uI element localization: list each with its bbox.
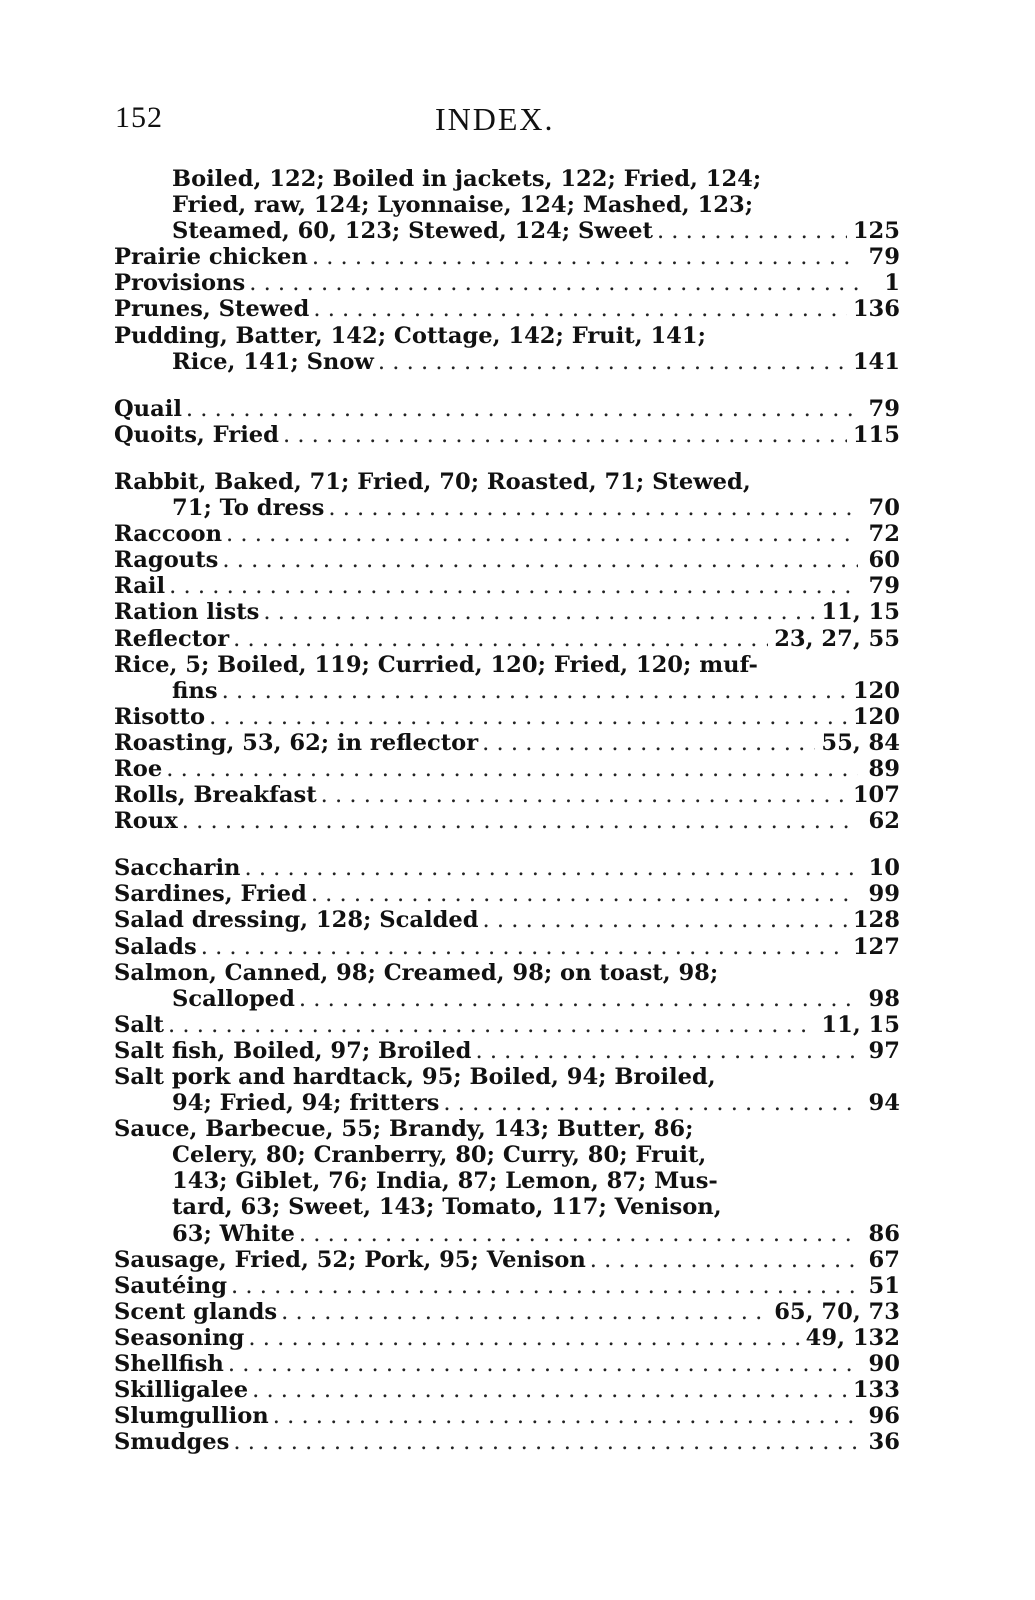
entry-text: Roasting, 53, 62; in reflector	[114, 729, 479, 756]
entry-text: Roux	[114, 808, 178, 835]
page-reference: 125	[852, 218, 900, 245]
page-reference: 115	[852, 421, 900, 448]
entry-text: Salt	[114, 1011, 164, 1038]
entry-text: Saccharin	[114, 855, 241, 882]
index-section	[114, 396, 900, 448]
entry-last-line	[114, 599, 900, 625]
dot-leader	[378, 349, 847, 375]
index-entry	[114, 881, 900, 907]
index-entry	[114, 599, 900, 625]
index-section	[114, 469, 900, 834]
page-reference: 86	[868, 1220, 900, 1247]
dot-leader	[186, 396, 858, 422]
page-reference: 79	[868, 573, 900, 600]
index-entry	[114, 1012, 900, 1038]
page-reference: 65, 70, 73	[774, 1298, 900, 1325]
index-entry	[114, 652, 900, 704]
page-reference: 51	[868, 1272, 900, 1299]
index-entry	[114, 296, 900, 322]
page-reference: 89	[868, 755, 900, 782]
entry-last-line	[114, 547, 900, 573]
page-reference: 120	[852, 677, 900, 704]
dot-leader	[168, 1012, 815, 1038]
entry-last-line	[114, 730, 900, 756]
entry-last-line	[114, 1038, 900, 1064]
page-reference: 133	[852, 1377, 900, 1404]
dot-leader	[299, 1221, 858, 1247]
index-entry	[114, 730, 900, 756]
index-entry	[114, 855, 900, 881]
entry-last-line	[114, 907, 900, 933]
entry-last-line	[114, 1377, 900, 1403]
entry-last-line	[114, 396, 900, 422]
entry-text: Risotto	[114, 703, 206, 730]
entry-text: Ragouts	[114, 547, 219, 574]
dot-leader	[231, 1273, 858, 1299]
entry-text: Salt fish, Boiled, 97; Broiled	[114, 1037, 472, 1064]
index-entry	[114, 422, 900, 448]
page-reference: 72	[868, 521, 900, 548]
page-reference: 99	[868, 881, 900, 908]
index-entry	[114, 270, 900, 296]
dot-leader	[209, 704, 847, 730]
index-entry	[114, 626, 900, 652]
entry-last-line	[114, 1299, 900, 1325]
entry-last-line	[114, 495, 900, 521]
index-entry	[114, 396, 900, 422]
entry-last-line	[114, 349, 900, 375]
dot-leader	[252, 1377, 847, 1403]
entry-text: Shellfish	[114, 1351, 224, 1378]
entry-text: Quoits, Fried	[114, 421, 279, 448]
page-reference: 79	[868, 395, 900, 422]
dot-leader	[281, 1299, 768, 1325]
index-section	[114, 855, 900, 1455]
dot-leader	[311, 881, 858, 907]
index-entry	[114, 782, 900, 808]
index-entry	[114, 934, 900, 960]
page-reference: 11, 15	[821, 599, 900, 626]
dot-leader	[313, 296, 847, 322]
entry-text: Smudges	[114, 1429, 230, 1456]
index-entry	[114, 244, 900, 270]
entry-line: Salt pork and hardtack, 95; Boiled, 94; Broiled,	[114, 1064, 716, 1090]
index-entry	[114, 1377, 900, 1403]
entry-text: Raccoon	[114, 521, 223, 548]
page-title: INDEX.	[435, 101, 555, 137]
entry-line: Rabbit, Baked, 71; Fried, 70; Roasted, 71; Stewed,	[114, 468, 751, 495]
dot-leader	[226, 521, 858, 547]
entry-text: Reflector	[114, 625, 230, 652]
entry-last-line	[114, 244, 900, 270]
dot-leader	[201, 934, 847, 960]
index-entry	[114, 323, 900, 375]
dot-leader	[263, 599, 815, 625]
entry-line: Rice, 5; Boiled, 119; Curried, 120; Fried, 120; muf-	[114, 651, 758, 678]
dot-leader	[166, 756, 858, 782]
entry-last-line	[114, 1351, 900, 1377]
page-reference: 23, 27, 55	[774, 625, 900, 652]
entry-text: Steamed, 60, 123; Stewed, 124; Sweet	[172, 218, 653, 245]
entry-line: tard, 63; Sweet, 143; Tomato, 117; Venison,	[172, 1194, 722, 1221]
entry-last-line	[114, 808, 900, 834]
page-reference: 55, 84	[821, 729, 900, 756]
entry-last-line	[114, 1247, 900, 1273]
dot-leader	[244, 855, 858, 881]
dot-leader	[233, 626, 768, 652]
dot-leader	[482, 730, 815, 756]
page-number: 152	[115, 101, 163, 134]
entry-text: 71; To dress	[172, 495, 325, 522]
index-entry	[114, 1299, 900, 1325]
dot-leader	[657, 218, 847, 244]
entry-last-line	[114, 986, 900, 1012]
page-reference: 98	[868, 985, 900, 1012]
entry-last-line	[114, 881, 900, 907]
entry-last-line	[114, 521, 900, 547]
entry-line: Boiled, 122; Boiled in jackets, 122; Fried, 124;	[172, 166, 762, 192]
entry-text: Roe	[114, 755, 163, 782]
dot-leader	[312, 244, 858, 270]
entry-text: Salad dressing, 128; Scalded	[114, 907, 479, 934]
page-reference: 60	[868, 547, 900, 574]
index-entry	[114, 756, 900, 782]
dot-leader	[299, 986, 858, 1012]
entry-text: Scalloped	[172, 985, 295, 1012]
index-entry	[114, 469, 900, 521]
entry-line: Pudding, Batter, 142; Cottage, 142; Fruit, 141;	[114, 322, 706, 349]
entry-line: Celery, 80; Cranberry, 80; Curry, 80; Fruit,	[172, 1142, 707, 1169]
entry-last-line	[114, 855, 900, 881]
entry-text: 94; Fried, 94; fritters	[172, 1090, 440, 1117]
entry-text: Ration lists	[114, 599, 260, 626]
entry-line: Sauce, Barbecue, 55; Brandy, 143; Butter, 86;	[114, 1116, 694, 1143]
index-entry	[114, 573, 900, 599]
entry-text: Seasoning	[114, 1324, 245, 1351]
dot-leader	[249, 270, 858, 296]
page-header	[115, 101, 895, 141]
page-reference: 141	[852, 348, 900, 375]
entry-last-line	[114, 626, 900, 652]
index-entry	[114, 1429, 900, 1455]
entry-last-line	[114, 1325, 900, 1351]
dot-leader	[283, 422, 847, 448]
entry-last-line	[114, 756, 900, 782]
index-entry	[114, 1351, 900, 1377]
entry-text: Prunes, Stewed	[114, 296, 310, 323]
entry-text: Sardines, Fried	[114, 881, 307, 908]
dot-leader	[443, 1090, 858, 1116]
entry-last-line	[114, 573, 900, 599]
dot-leader	[483, 907, 847, 933]
entry-last-line	[114, 422, 900, 448]
entry-text: Rice, 141; Snow	[172, 348, 374, 375]
page-reference: 127	[852, 933, 900, 960]
page-reference: 67	[868, 1246, 900, 1273]
entry-line: 143; Giblet, 76; India, 87; Lemon, 87; Mus-	[172, 1168, 718, 1195]
entry-text: fins	[172, 677, 218, 704]
entry-last-line	[114, 270, 900, 296]
index-entry	[114, 1247, 900, 1273]
page-reference: 79	[868, 244, 900, 271]
index-entry	[114, 521, 900, 547]
entry-line: Salmon, Canned, 98; Creamed, 98; on toast, 98;	[114, 959, 719, 986]
entry-text: Sautéing	[114, 1272, 228, 1299]
entry-text: Salads	[114, 933, 197, 960]
index-entry	[114, 808, 900, 834]
entry-last-line	[114, 1221, 900, 1247]
page-reference: 94	[868, 1090, 900, 1117]
page-reference: 10	[868, 855, 900, 882]
dot-leader	[273, 1403, 858, 1429]
entry-last-line	[114, 1012, 900, 1038]
index-entry	[114, 1064, 900, 1116]
entry-text: Provisions	[114, 270, 246, 297]
page-reference: 107	[852, 782, 900, 809]
dot-leader	[182, 808, 858, 834]
entry-last-line	[114, 218, 900, 244]
dot-leader	[169, 573, 858, 599]
page-reference: 11, 15	[821, 1011, 900, 1038]
entry-text: Quail	[114, 395, 182, 422]
page-reference: 90	[868, 1351, 900, 1378]
entry-last-line	[114, 1090, 900, 1116]
page-reference: 1	[884, 270, 900, 297]
entry-text: Slumgullion	[114, 1403, 269, 1430]
entry-last-line	[114, 1403, 900, 1429]
page-reference: 97	[868, 1037, 900, 1064]
index-body	[114, 166, 900, 1476]
index-entry	[114, 1038, 900, 1064]
dot-leader	[590, 1247, 858, 1273]
dot-leader	[228, 1351, 858, 1377]
index-entry	[114, 166, 900, 244]
dot-leader	[321, 782, 847, 808]
entry-text: Skilligalee	[114, 1377, 249, 1404]
dot-leader	[222, 547, 858, 573]
entry-text: Rail	[114, 573, 166, 600]
entry-text: Rolls, Breakfast	[114, 782, 317, 809]
entry-text: Scent glands	[114, 1298, 278, 1325]
index-section	[114, 166, 900, 375]
entry-last-line	[114, 782, 900, 808]
entry-text: 63; White	[172, 1220, 295, 1247]
index-entry	[114, 1325, 900, 1351]
page-reference: 62	[868, 808, 900, 835]
dot-leader	[475, 1038, 858, 1064]
page-reference: 120	[852, 703, 900, 730]
index-entry	[114, 1116, 900, 1246]
index-entry	[114, 1273, 900, 1299]
page-reference: 49, 132	[805, 1324, 900, 1351]
page-reference: 136	[852, 296, 900, 323]
index-entry	[114, 1403, 900, 1429]
entry-text: Prairie chicken	[114, 244, 308, 271]
entry-last-line	[114, 678, 900, 704]
page-reference: 128	[852, 907, 900, 934]
page-reference: 70	[868, 495, 900, 522]
entry-last-line	[114, 1273, 900, 1299]
entry-last-line	[114, 934, 900, 960]
dot-leader	[233, 1429, 858, 1455]
entry-last-line	[114, 1429, 900, 1455]
dot-leader	[248, 1325, 799, 1351]
dot-leader	[222, 678, 847, 704]
entry-last-line	[114, 704, 900, 730]
index-entry	[114, 907, 900, 933]
index-entry	[114, 704, 900, 730]
entry-line: Fried, raw, 124; Lyonnaise, 124; Mashed, 123;	[172, 192, 754, 219]
entry-text: Sausage, Fried, 52; Pork, 95; Venison	[114, 1246, 586, 1273]
dot-leader	[328, 495, 858, 521]
entry-last-line	[114, 296, 900, 322]
page-reference: 96	[868, 1403, 900, 1430]
index-entry	[114, 960, 900, 1012]
page-reference: 36	[868, 1429, 900, 1456]
index-entry	[114, 547, 900, 573]
